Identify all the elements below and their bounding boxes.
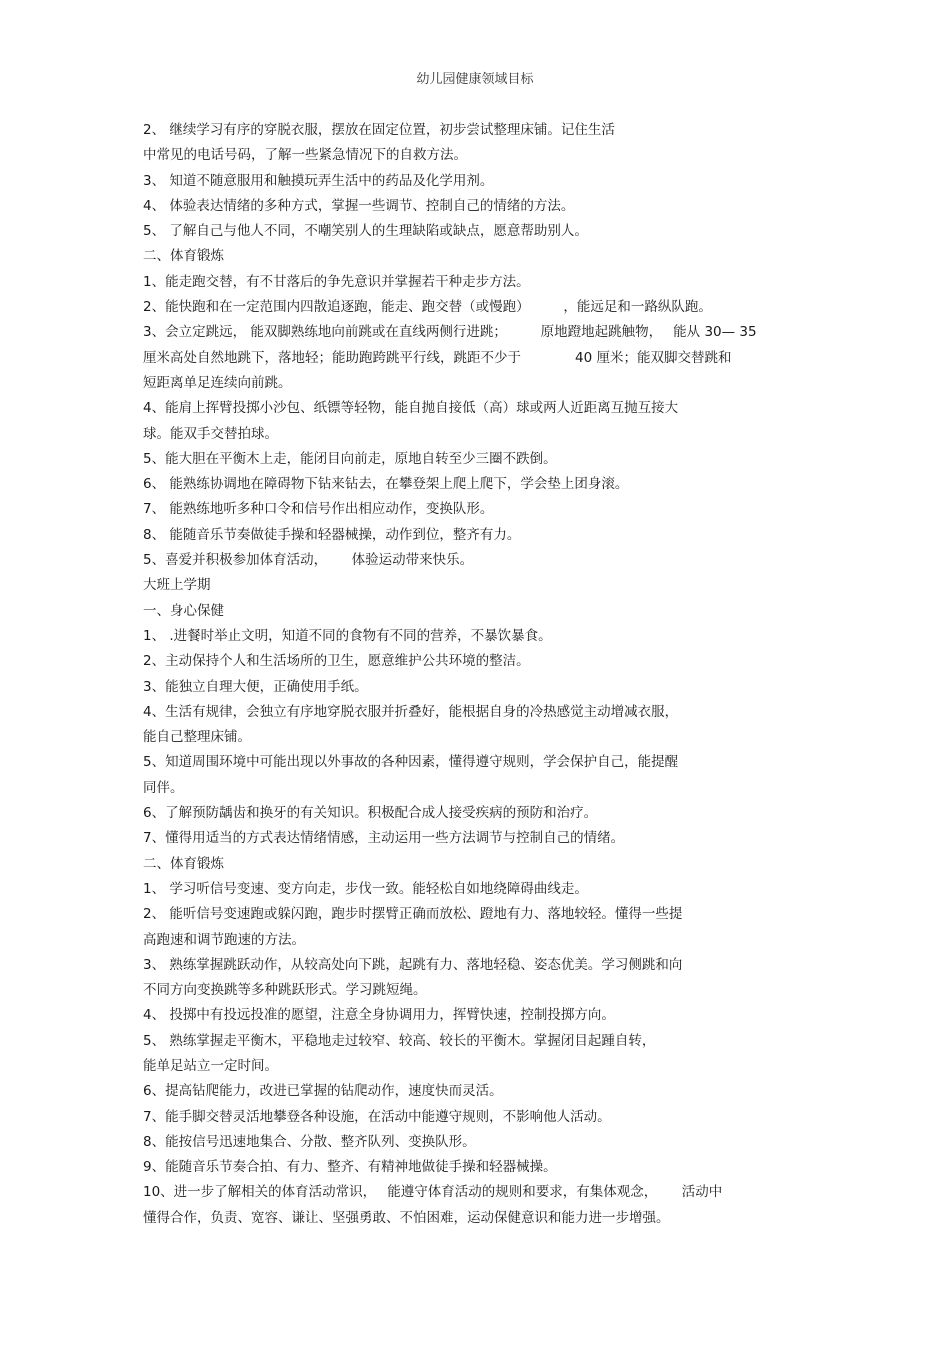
text-line: 3、会立定跳远， 能双脚熟练地向前跳或在直线两侧行进跳； 原地蹬地起跳触物， 能从 30— 35: [143, 324, 757, 341]
text-line: 8、能按信号迅速地集合、分散、整齐队列、变换队形。: [143, 1133, 476, 1150]
text-line: 2、 继续学习有序的穿脱衣服，摆放在固定位置，初步尝试整理床铺。记住生活: [143, 122, 615, 138]
text-line: 2、主动保持个人和生活场所的卫生，愿意维护公共环境的整洁。: [143, 653, 530, 670]
text-line: 懂得合作，负责、宽容、谦让、坚强勇敢、不怕困难，运动保健意识和能力进一步增强。: [143, 1209, 670, 1226]
text-line: 3、 知道不随意服用和触摸玩弄生活中的药品及化学用剂。: [143, 172, 494, 189]
text-line: 4、能肩上挥臂投掷小沙包、纸镖等轻物，能自抛自接低（高）球或两人近距离互抛互接大: [143, 400, 679, 417]
text-line: 4、 投掷中有投远投准的愿望，注意全身协调用力，挥臂快速，控制投掷方向。: [143, 1007, 615, 1024]
text-line: 10、进一步了解相关的体育活动常识， 能遵守体育活动的规则和要求，有集体观念， 活动中: [143, 1184, 723, 1201]
text-line: 5、知道周围环境中可能出现以外事故的各种因素，懂得遵守规则，学会保护自己，能提醒: [143, 754, 679, 771]
text-line: 中常见的电话号码，了解一些紧急情况下的自救方法。: [143, 147, 467, 164]
text-line: 1、能走跑交替，有不甘落后的争先意识并掌握若干种走步方法。: [143, 273, 530, 290]
text-line: 4、 体验表达情绪的多种方式，掌握一些调节、控制自己的情绪的方法。: [143, 197, 575, 214]
text-line: 厘米高处自然地跳下，落地轻；能助跑跨跳平行线，跳距不少于 40 厘米；能双脚交替跳和: [143, 349, 732, 366]
text-line: 高跑速和调节跑速的方法。: [143, 931, 305, 948]
document-body: [143, 118, 823, 1231]
text-line: 7、懂得用适当的方式表达情绪情感，主动运用一些方法调节与控制自己的情绪。: [143, 830, 625, 847]
text-line: 4、生活有规律，会独立有序地穿脱衣服并折叠好，能根据自身的冷热感觉主动增减衣服，: [143, 703, 679, 720]
text-line: 能单足站立一定时间。: [143, 1057, 278, 1074]
text-line: 3、能独立自理大便，正确使用手纸。: [143, 678, 368, 695]
text-line: 7、能手脚交替灵活地攀登各种设施，在活动中能遵守规则，不影响他人活动。: [143, 1108, 611, 1125]
text-line: 5、 熟练掌握走平衡木，平稳地走过较窄、较高、较长的平衡木。掌握闭目起踵自转，: [143, 1032, 656, 1049]
text-line: 能自己整理床铺。: [143, 729, 251, 746]
text-line: 9、能随音乐节奏合拍、有力、整齐、有精神地做徒手操和轻器械操。: [143, 1159, 557, 1176]
text-line: 6、了解预防龋齿和换牙的有关知识。积极配合成人接受疾病的预防和治疗。: [143, 805, 598, 822]
text-line: 2、能快跑和在一定范围内四散追逐跑，能走、跑交替（或慢跑） ，能远足和一路纵队跑。: [143, 299, 712, 316]
text-line: 5、 了解自己与他人不同，不嘲笑别人的生理缺陷或缺点，愿意帮助别人。: [143, 223, 588, 240]
section-heading: 二、体育锻炼: [143, 248, 224, 265]
text-line: 2、 能听信号变速跑或躲闪跑，跑步时摆臂正确而放松、蹬地有力、落地较轻。懂得一些提: [143, 906, 683, 923]
text-line: 6、 能熟练协调地在障碍物下钻来钻去，在攀登架上爬上爬下，学会垫上团身滚。: [143, 476, 629, 493]
section-heading: 大班上学期: [143, 577, 211, 594]
text-line: 7、 能熟练地听多种口令和信号作出相应动作，变换队形。: [143, 501, 494, 518]
section-heading: 二、体育锻炼: [143, 855, 224, 872]
text-line: 同伴。: [143, 779, 184, 796]
text-line: 8、 能随音乐节奏做徒手操和轻器械操，动作到位，整齐有力。: [143, 526, 521, 543]
text-line: 不同方向变换跳等多种跳跃形式。学习跳短绳。: [143, 982, 427, 999]
text-line: 1、 .进餐时举止文明，知道不同的食物有不同的营养，不暴饮暴食。: [143, 627, 552, 644]
text-line: 6、提高钻爬能力，改进已掌握的钻爬动作，速度快而灵活。: [143, 1083, 503, 1100]
page-header: 幼儿园健康领域目标: [416, 72, 534, 87]
text-line: 5、能大胆在平衡木上走，能闭目向前走，原地自转至少三圈不跌倒。: [143, 450, 557, 467]
text-line: 1、 学习听信号变速、变方向走，步伐一致。能轻松自如地绕障碍曲线走。: [143, 880, 588, 897]
text-line: 5、喜爱并积极参加体育活动， 体验运动带来快乐。: [143, 552, 474, 569]
text-line: 3、 熟练掌握跳跃动作，从较高处向下跳，起跳有力、落地轻稳、姿态优美。学习侧跳和向: [143, 956, 683, 973]
text-line: 短距离单足连续向前跳。: [143, 374, 292, 391]
section-heading: 一、身心保健: [143, 602, 224, 619]
text-line: 球。能双手交替拍球。: [143, 425, 278, 442]
